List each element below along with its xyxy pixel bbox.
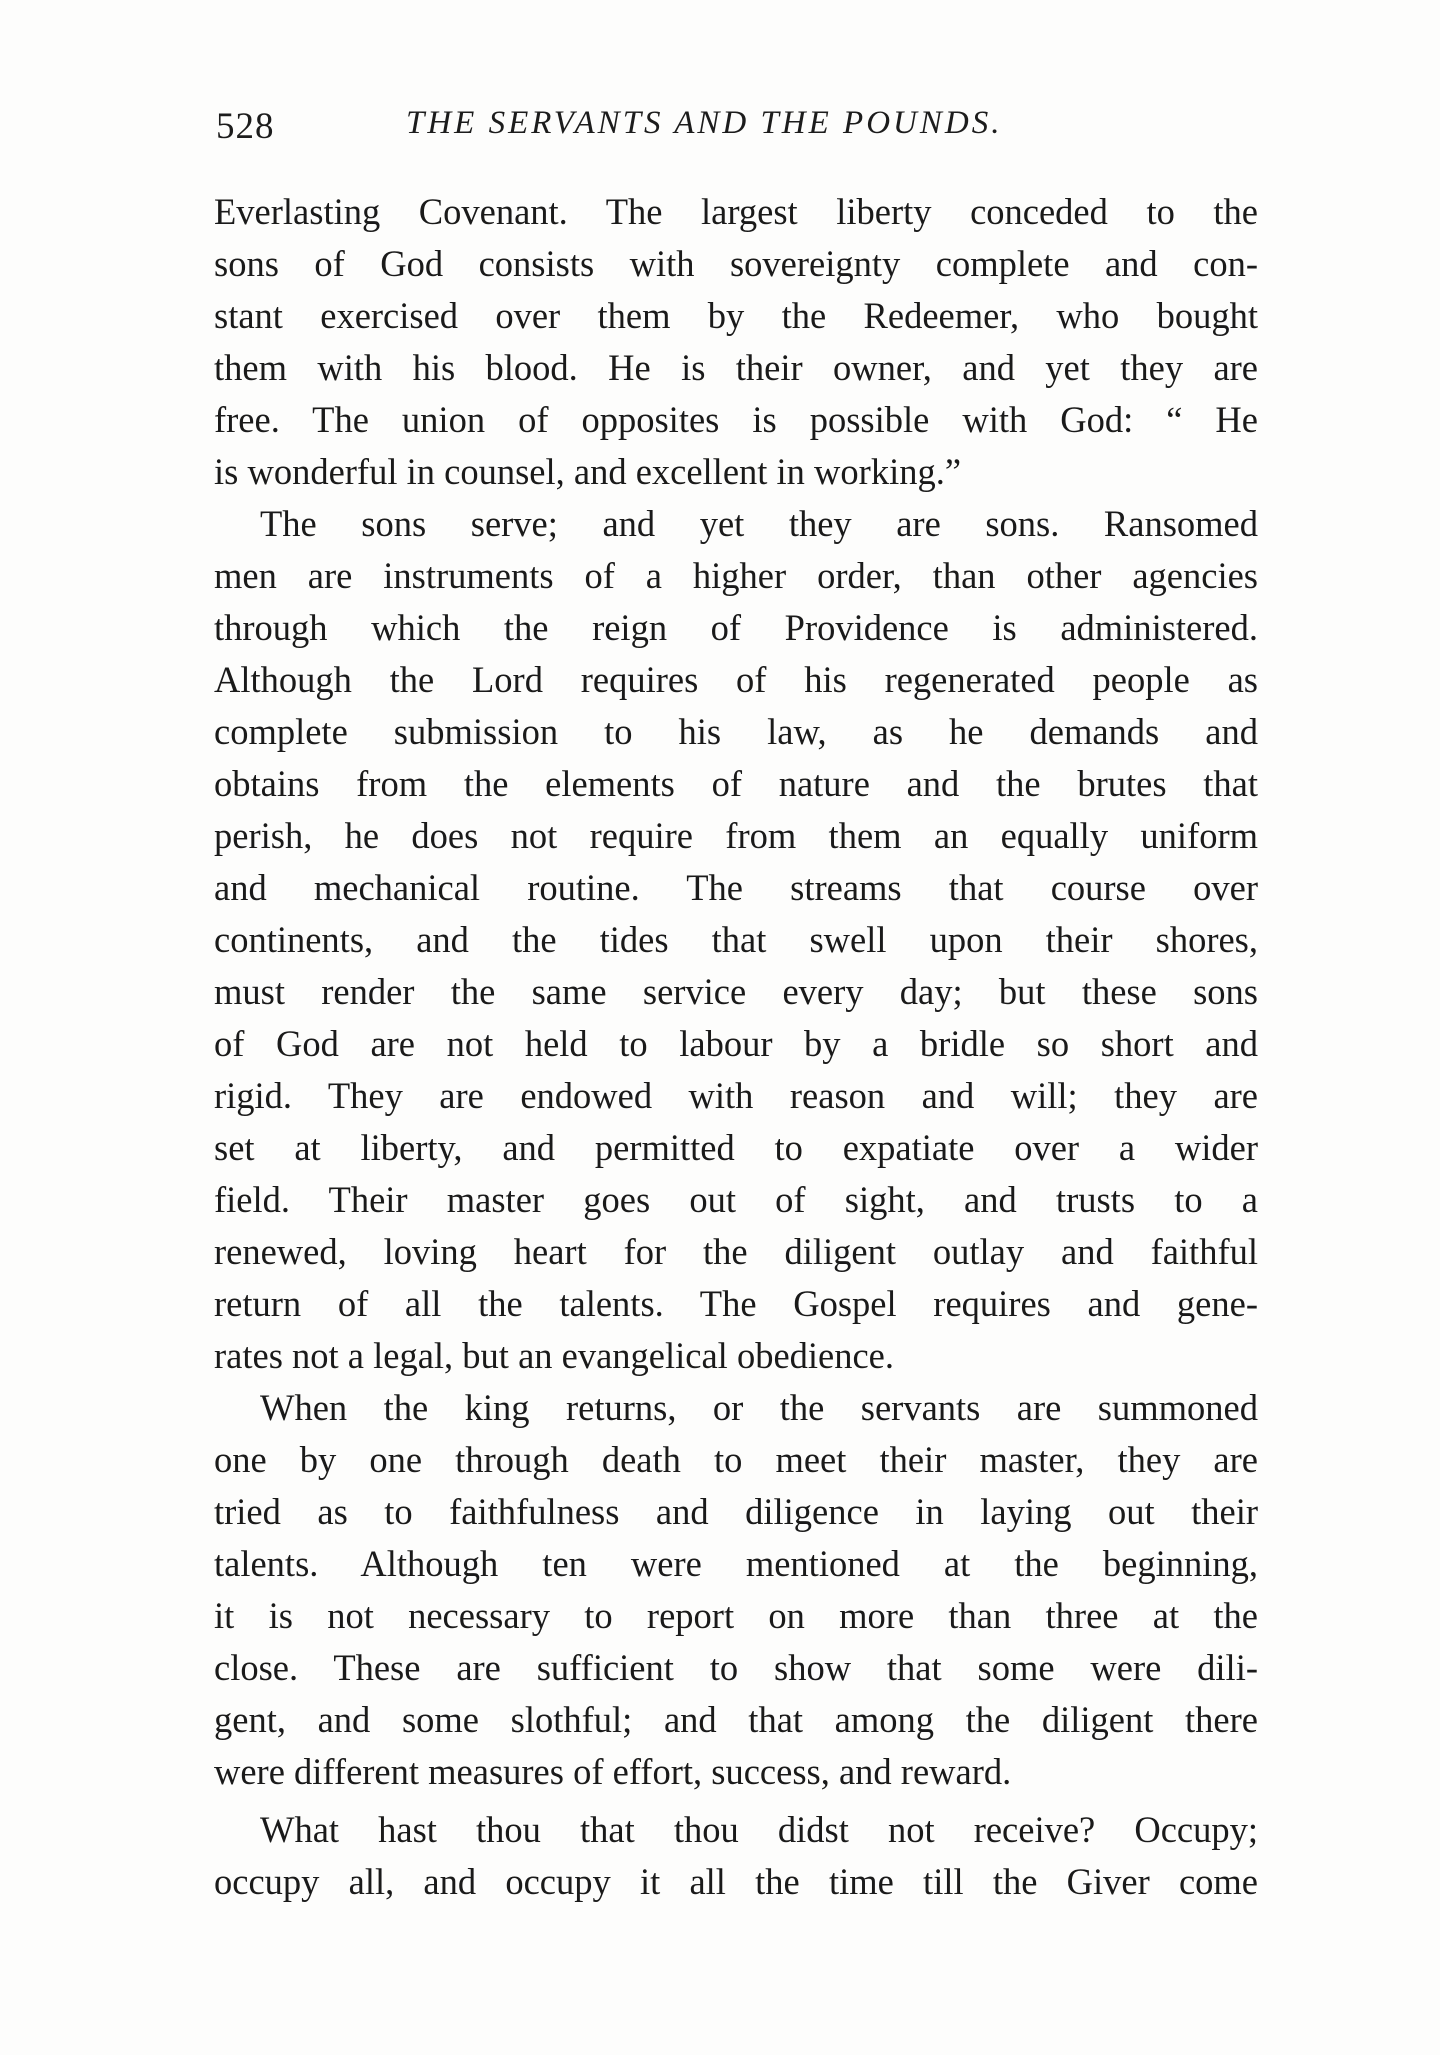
text-line: obtains from the elements of nature and the brutes that <box>214 763 1258 804</box>
text-line: and mechanical routine. The streams that course over <box>214 867 1258 908</box>
text-line: continents, and the tides that swell upon their shores, <box>214 919 1258 960</box>
text-line: set at liberty, and permitted to expatiate over a wider <box>214 1127 1258 1168</box>
paragraph-3 <box>214 1382 1258 1798</box>
text-line: is wonderful in counsel, and excellent in working.” <box>214 451 962 492</box>
text-line: renewed, loving heart for the diligent outlay and faithful <box>214 1231 1258 1272</box>
paragraph-2 <box>214 498 1258 1382</box>
text-line: them with his blood. He is their owner, and yet they are <box>214 347 1258 388</box>
text-line: it is not necessary to report on more than three at the <box>214 1595 1258 1636</box>
text-line: through which the reign of Providence is administered. <box>214 607 1258 648</box>
running-title: THE SERVANTS AND THE POUNDS. <box>406 105 1003 141</box>
text-line: talents. Although ten were mentioned at the beginning, <box>214 1543 1258 1584</box>
text-line: sons of God consists with sovereignty complete and con- <box>214 243 1258 284</box>
text-line: one by one through death to meet their master, they are <box>214 1439 1258 1480</box>
text-line: of God are not held to labour by a bridle so short and <box>214 1023 1258 1064</box>
text-line: Everlasting Covenant. The largest liberty conceded to the <box>214 191 1258 232</box>
text-line: What hast thou that thou didst not receive? Occupy; <box>260 1809 1258 1850</box>
text-line: field. Their master goes out of sight, and trusts to a <box>214 1179 1258 1220</box>
page-number: 528 <box>216 106 275 147</box>
text-line: men are instruments of a higher order, than other agencies <box>214 555 1258 596</box>
text-line: The sons serve; and yet they are sons. Ransomed <box>260 503 1258 544</box>
text-line: tried as to faithfulness and diligence in laying out their <box>214 1491 1258 1532</box>
paragraph-4 <box>214 1804 1258 1908</box>
paragraph-1 <box>214 186 1258 498</box>
body-text <box>214 186 1258 1908</box>
text-line: When the king returns, or the servants are summoned <box>260 1387 1258 1428</box>
text-line: occupy all, and occupy it all the time till the Giver come <box>214 1861 1258 1902</box>
text-line: return of all the talents. The Gospel requires and gene- <box>214 1283 1258 1324</box>
text-line: rates not a legal, but an evangelical obedience. <box>214 1335 895 1376</box>
text-line: free. The union of opposites is possible with God: “ He <box>214 399 1258 440</box>
text-line: must render the same service every day; but these sons <box>214 971 1258 1012</box>
text-line: Although the Lord requires of his regenerated people as <box>214 659 1258 700</box>
text-line: complete submission to his law, as he demands and <box>214 711 1258 752</box>
text-line: close. These are sufficient to show that some were dili- <box>214 1647 1258 1688</box>
page-header <box>216 105 1256 155</box>
text-line: stant exercised over them by the Redeemer, who bought <box>214 295 1258 336</box>
text-line: gent, and some slothful; and that among the diligent there <box>214 1699 1258 1740</box>
text-line: were different measures of effort, success, and reward. <box>214 1751 1012 1792</box>
text-line: rigid. They are endowed with reason and will; they are <box>214 1075 1258 1116</box>
text-line: perish, he does not require from them an equally uniform <box>214 815 1258 856</box>
